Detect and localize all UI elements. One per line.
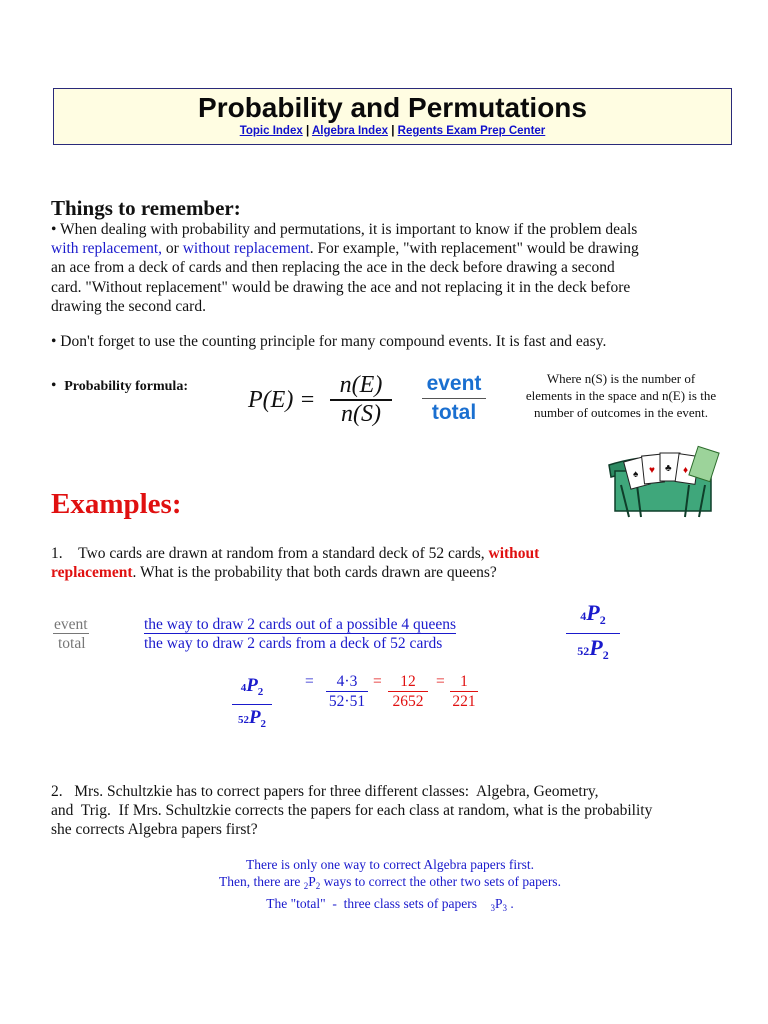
perm-r: 2: [315, 881, 321, 891]
header-box: [53, 88, 732, 145]
perm-n: 4: [580, 609, 587, 623]
total-label: total: [58, 635, 86, 652]
without-emphasis: without: [488, 545, 540, 562]
perm-denominator: [232, 705, 272, 737]
remember-paragraph-1: [51, 220, 741, 316]
svg-text:♠: ♠: [633, 469, 639, 480]
text-line: and Trig. If Mrs. Schultzkie corrects the papers for each class at random, what is the probability: [51, 802, 653, 820]
playing-cards-icon: [605, 445, 720, 520]
replacement-emphasis: replacement: [51, 564, 133, 582]
perm-numerator: [232, 674, 272, 705]
answer-line: [140, 873, 640, 895]
perm-n: 4: [240, 682, 247, 694]
text-fragment: The "total" - three class sets of papers: [266, 896, 491, 911]
text-fragment: Then, there are: [219, 874, 304, 889]
calc-fraction-1: [326, 672, 368, 711]
perm-symbol: P: [495, 896, 503, 911]
perm-numerator: [566, 600, 620, 634]
total-word: total: [431, 401, 477, 424]
calc-numerator: 12: [388, 672, 428, 692]
topic-index-link[interactable]: Topic Index: [239, 125, 303, 137]
page-title: Probability and Permutations: [198, 92, 587, 123]
calc-denominator: 52·51: [328, 693, 366, 711]
formula-label: Probability formula:: [64, 379, 188, 394]
answer-line: There is only one way to correct Algebra papers first.: [246, 857, 534, 872]
remember-paragraph-2: • Don't forget to use the counting principle for many compound events. It is fast and easy.: [51, 333, 607, 350]
note-line: number of outcomes in the event.: [533, 405, 708, 420]
svg-text:♣: ♣: [665, 463, 672, 474]
example-2-answer: [140, 856, 640, 917]
note-line: elements in the space and n(E) is the: [525, 388, 717, 403]
calc-fraction-2: [388, 672, 428, 711]
calc-equals-3: =: [436, 673, 445, 690]
event-label: [53, 615, 89, 634]
total-definition: the way to draw 2 cards from a deck of 52 cards: [144, 635, 443, 652]
algebra-index-link[interactable]: Algebra Index: [311, 125, 389, 137]
perm-n: 52: [237, 714, 249, 726]
answer-line: [140, 895, 640, 917]
formula-denominator: n(S): [341, 401, 381, 427]
perm-symbol: P: [586, 600, 600, 625]
text-line: she corrects Algebra papers first?: [51, 821, 258, 839]
text-line: [51, 544, 741, 563]
svg-text:♥: ♥: [649, 465, 655, 476]
event-total-fraction: [422, 372, 486, 425]
perm-n: 3: [490, 903, 496, 913]
event-word: event: [422, 372, 486, 399]
text-line: [51, 239, 741, 258]
text-fragment: ways to correct the other two sets of papers.: [320, 874, 561, 889]
text-fragment: . For example, "with replacement" would be drawing: [309, 240, 639, 258]
permutation-fraction-left: [232, 674, 272, 737]
perm-r: 2: [599, 613, 606, 627]
perm-symbol: P: [248, 707, 261, 728]
formula-label-row: [51, 376, 188, 396]
calc-denominator: 2652: [392, 693, 424, 711]
examples-heading: Examples:: [51, 488, 182, 520]
text-line: [51, 563, 741, 582]
perm-n: 2: [303, 881, 309, 891]
text-fragment: or: [162, 240, 183, 258]
text-line: an ace from a deck of cards and then replacing the ace in the deck before drawing a second: [51, 259, 615, 277]
formula-lhs: P(E) =: [248, 387, 316, 413]
breadcrumb: [54, 124, 731, 138]
nav-separator: |: [391, 125, 395, 137]
without-replacement-text: without replacement: [182, 240, 310, 258]
calc-equals-1: =: [305, 673, 314, 690]
formula-fraction: [330, 372, 392, 428]
perm-symbol: P: [589, 635, 603, 660]
perm-denominator: [566, 634, 620, 669]
text-line: • When dealing with probability and permutations, it is important to know if the problem deals: [51, 221, 638, 238]
calc-fraction-3: [450, 672, 478, 711]
calc-equals-2: =: [373, 673, 382, 690]
text-line: 2. Mrs. Schultzkie has to correct papers for three different classes: Algebra, Geometry,: [51, 783, 599, 800]
calc-numerator: 4·3: [326, 672, 368, 692]
formula-note: [505, 370, 737, 421]
example-number: 1.: [51, 545, 63, 562]
nav-separator: |: [305, 125, 310, 137]
perm-r: 2: [257, 686, 264, 698]
text-line: card. "Without replacement" would be drawing the ace and not replacing it in the deck before: [51, 278, 631, 296]
perm-symbol: P: [308, 874, 316, 889]
perm-r: 2: [602, 648, 609, 662]
with-replacement-text: with replacement,: [51, 240, 163, 258]
event-label-text: event: [54, 616, 88, 633]
text-line: drawing the second card.: [51, 297, 206, 315]
perm-symbol: P: [246, 675, 258, 696]
event-definition-text: the way to draw 2 cards out of a possible 4 queens: [144, 616, 457, 633]
text-fragment: Two cards are drawn at random from a standard deck of 52 cards,: [78, 545, 485, 562]
calc-numerator: 1: [450, 672, 478, 692]
calc-denominator: 221: [452, 693, 476, 711]
remember-heading: Things to remember:: [51, 196, 241, 220]
formula-numerator: n(E): [330, 372, 392, 401]
perm-r: 2: [260, 718, 267, 730]
svg-text:♦: ♦: [683, 465, 689, 476]
bullet: •: [51, 377, 57, 394]
text-fragment: .: [507, 896, 514, 911]
note-line: Where n(S) is the number of: [546, 371, 696, 386]
example-2-question: [51, 782, 751, 840]
example-1-question: [51, 544, 741, 582]
perm-r: 3: [502, 903, 508, 913]
permutation-fraction-right: [566, 600, 620, 669]
text-fragment: . What is the probability that both cards drawn are queens?: [132, 564, 497, 582]
perm-n: 52: [577, 644, 590, 658]
event-definition: [144, 615, 456, 634]
regents-exam-link[interactable]: Regents Exam Prep Center: [397, 125, 546, 137]
